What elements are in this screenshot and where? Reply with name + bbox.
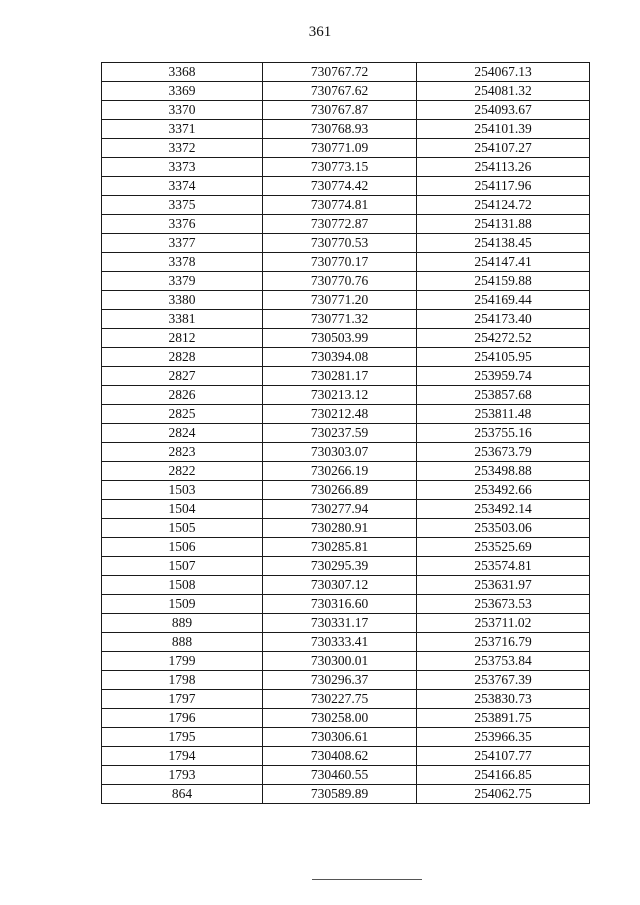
- table-row: [102, 481, 590, 500]
- point-number-cell: 2822: [102, 462, 263, 481]
- y-coordinate-cell: 253753.84: [417, 652, 590, 671]
- y-coordinate-cell: 253492.14: [417, 500, 590, 519]
- table-row: [102, 196, 590, 215]
- x-coordinate-cell: 730227.75: [263, 690, 417, 709]
- y-coordinate-cell: 253830.73: [417, 690, 590, 709]
- y-coordinate-cell: 253498.88: [417, 462, 590, 481]
- x-coordinate-cell: 730460.55: [263, 766, 417, 785]
- y-coordinate-cell: 253525.69: [417, 538, 590, 557]
- table-row: [102, 614, 590, 633]
- y-coordinate-cell: 254169.44: [417, 291, 590, 310]
- point-number-cell: 3377: [102, 234, 263, 253]
- y-coordinate-cell: 253492.66: [417, 481, 590, 500]
- point-number-cell: 2823: [102, 443, 263, 462]
- y-coordinate-cell: 254107.27: [417, 139, 590, 158]
- x-coordinate-cell: 730300.01: [263, 652, 417, 671]
- footer-rule: [312, 879, 422, 880]
- point-number-cell: 2826: [102, 386, 263, 405]
- x-coordinate-cell: 730280.91: [263, 519, 417, 538]
- point-number-cell: 3370: [102, 101, 263, 120]
- table-row: [102, 462, 590, 481]
- point-number-cell: 3379: [102, 272, 263, 291]
- x-coordinate-cell: 730771.32: [263, 310, 417, 329]
- y-coordinate-cell: 254081.32: [417, 82, 590, 101]
- x-coordinate-cell: 730768.93: [263, 120, 417, 139]
- y-coordinate-cell: 254067.13: [417, 63, 590, 82]
- y-coordinate-cell: 253574.81: [417, 557, 590, 576]
- table-row: [102, 329, 590, 348]
- x-coordinate-cell: 730767.72: [263, 63, 417, 82]
- point-number-cell: 3368: [102, 63, 263, 82]
- table-row: [102, 443, 590, 462]
- y-coordinate-cell: 254159.88: [417, 272, 590, 291]
- point-number-cell: 2827: [102, 367, 263, 386]
- table-row: [102, 386, 590, 405]
- table-row: [102, 690, 590, 709]
- point-number-cell: 864: [102, 785, 263, 804]
- x-coordinate-cell: 730281.17: [263, 367, 417, 386]
- x-coordinate-cell: 730331.17: [263, 614, 417, 633]
- x-coordinate-cell: 730394.08: [263, 348, 417, 367]
- point-number-cell: 1793: [102, 766, 263, 785]
- point-number-cell: 3380: [102, 291, 263, 310]
- y-coordinate-cell: 254138.45: [417, 234, 590, 253]
- y-coordinate-cell: 254113.26: [417, 158, 590, 177]
- x-coordinate-cell: 730771.09: [263, 139, 417, 158]
- table-row: [102, 348, 590, 367]
- x-coordinate-cell: 730333.41: [263, 633, 417, 652]
- point-number-cell: 1799: [102, 652, 263, 671]
- y-coordinate-cell: 253503.06: [417, 519, 590, 538]
- point-number-cell: 1797: [102, 690, 263, 709]
- x-coordinate-cell: 730503.99: [263, 329, 417, 348]
- table-row: [102, 310, 590, 329]
- x-coordinate-cell: 730316.60: [263, 595, 417, 614]
- x-coordinate-cell: 730212.48: [263, 405, 417, 424]
- x-coordinate-cell: 730770.17: [263, 253, 417, 272]
- table-row: [102, 272, 590, 291]
- y-coordinate-cell: 254117.96: [417, 177, 590, 196]
- point-number-cell: 3378: [102, 253, 263, 272]
- point-number-cell: 2828: [102, 348, 263, 367]
- point-number-cell: 1504: [102, 500, 263, 519]
- point-number-cell: 1796: [102, 709, 263, 728]
- table-row: [102, 652, 590, 671]
- x-coordinate-cell: 730295.39: [263, 557, 417, 576]
- y-coordinate-cell: 254173.40: [417, 310, 590, 329]
- table-row: [102, 595, 590, 614]
- point-number-cell: 3369: [102, 82, 263, 101]
- y-coordinate-cell: 254147.41: [417, 253, 590, 272]
- table-row: [102, 367, 590, 386]
- point-number-cell: 1506: [102, 538, 263, 557]
- y-coordinate-cell: 253631.97: [417, 576, 590, 595]
- table-row: [102, 424, 590, 443]
- table-row: [102, 234, 590, 253]
- table-row: [102, 215, 590, 234]
- table-row: [102, 519, 590, 538]
- table-row: [102, 633, 590, 652]
- y-coordinate-cell: 254101.39: [417, 120, 590, 139]
- y-coordinate-cell: 253716.79: [417, 633, 590, 652]
- table-row: [102, 671, 590, 690]
- table-row: [102, 177, 590, 196]
- x-coordinate-cell: 730774.42: [263, 177, 417, 196]
- table-row: [102, 120, 590, 139]
- table-row: [102, 139, 590, 158]
- point-number-cell: 888: [102, 633, 263, 652]
- x-coordinate-cell: 730774.81: [263, 196, 417, 215]
- point-number-cell: 1795: [102, 728, 263, 747]
- y-coordinate-cell: 254107.77: [417, 747, 590, 766]
- point-number-cell: 3381: [102, 310, 263, 329]
- x-coordinate-cell: 730307.12: [263, 576, 417, 595]
- x-coordinate-cell: 730296.37: [263, 671, 417, 690]
- y-coordinate-cell: 254166.85: [417, 766, 590, 785]
- point-number-cell: 889: [102, 614, 263, 633]
- x-coordinate-cell: 730770.76: [263, 272, 417, 291]
- page-number: 361: [308, 24, 332, 40]
- x-coordinate-cell: 730237.59: [263, 424, 417, 443]
- x-coordinate-cell: 730770.53: [263, 234, 417, 253]
- x-coordinate-cell: 730213.12: [263, 386, 417, 405]
- point-number-cell: 3376: [102, 215, 263, 234]
- table-row: [102, 63, 590, 82]
- table-row: [102, 253, 590, 272]
- y-coordinate-cell: 254272.52: [417, 329, 590, 348]
- y-coordinate-cell: 253711.02: [417, 614, 590, 633]
- point-number-cell: 3375: [102, 196, 263, 215]
- table-row: [102, 747, 590, 766]
- y-coordinate-cell: 254105.95: [417, 348, 590, 367]
- x-coordinate-cell: 730771.20: [263, 291, 417, 310]
- point-number-cell: 1794: [102, 747, 263, 766]
- point-number-cell: 3374: [102, 177, 263, 196]
- y-coordinate-cell: 254093.67: [417, 101, 590, 120]
- table-row: [102, 405, 590, 424]
- y-coordinate-cell: 253811.48: [417, 405, 590, 424]
- point-number-cell: 2824: [102, 424, 263, 443]
- y-coordinate-cell: 254131.88: [417, 215, 590, 234]
- x-coordinate-cell: 730258.00: [263, 709, 417, 728]
- point-number-cell: 1505: [102, 519, 263, 538]
- point-number-cell: 1507: [102, 557, 263, 576]
- y-coordinate-cell: 253891.75: [417, 709, 590, 728]
- table-row: [102, 101, 590, 120]
- point-number-cell: 2825: [102, 405, 263, 424]
- x-coordinate-cell: 730277.94: [263, 500, 417, 519]
- table-row: [102, 728, 590, 747]
- y-coordinate-cell: 253673.79: [417, 443, 590, 462]
- table-row: [102, 766, 590, 785]
- x-coordinate-cell: 730408.62: [263, 747, 417, 766]
- point-number-cell: 3372: [102, 139, 263, 158]
- point-number-cell: 2812: [102, 329, 263, 348]
- point-number-cell: 3373: [102, 158, 263, 177]
- table-row: [102, 576, 590, 595]
- table-row: [102, 500, 590, 519]
- y-coordinate-cell: 253767.39: [417, 671, 590, 690]
- table-row: [102, 709, 590, 728]
- point-number-cell: 1798: [102, 671, 263, 690]
- table-row: [102, 785, 590, 804]
- x-coordinate-cell: 730285.81: [263, 538, 417, 557]
- table-row: [102, 158, 590, 177]
- y-coordinate-cell: 253755.16: [417, 424, 590, 443]
- x-coordinate-cell: 730767.87: [263, 101, 417, 120]
- y-coordinate-cell: 253966.35: [417, 728, 590, 747]
- x-coordinate-cell: 730266.19: [263, 462, 417, 481]
- y-coordinate-cell: 253857.68: [417, 386, 590, 405]
- coordinates-table: [101, 62, 590, 804]
- x-coordinate-cell: 730303.07: [263, 443, 417, 462]
- y-coordinate-cell: 253959.74: [417, 367, 590, 386]
- point-number-cell: 3371: [102, 120, 263, 139]
- point-number-cell: 1508: [102, 576, 263, 595]
- table-row: [102, 557, 590, 576]
- table-row: [102, 538, 590, 557]
- coordinates-table-body: [102, 63, 590, 804]
- point-number-cell: 1503: [102, 481, 263, 500]
- y-coordinate-cell: 254062.75: [417, 785, 590, 804]
- point-number-cell: 1509: [102, 595, 263, 614]
- coordinates-table-container: [101, 62, 589, 804]
- table-row: [102, 291, 590, 310]
- x-coordinate-cell: 730266.89: [263, 481, 417, 500]
- y-coordinate-cell: 253673.53: [417, 595, 590, 614]
- x-coordinate-cell: 730772.87: [263, 215, 417, 234]
- x-coordinate-cell: 730589.89: [263, 785, 417, 804]
- x-coordinate-cell: 730773.15: [263, 158, 417, 177]
- table-row: [102, 82, 590, 101]
- y-coordinate-cell: 254124.72: [417, 196, 590, 215]
- x-coordinate-cell: 730767.62: [263, 82, 417, 101]
- x-coordinate-cell: 730306.61: [263, 728, 417, 747]
